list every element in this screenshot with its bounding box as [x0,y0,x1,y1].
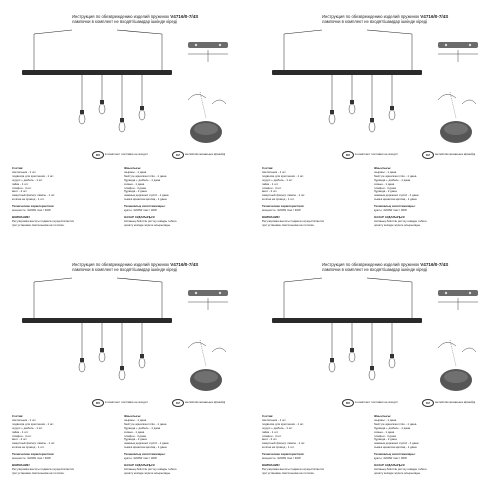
ru-line: Регулировка высоты подвеса осуществляется [12,219,74,223]
ru-line: винт - 2 шт. [12,190,28,194]
header-line1: Инструкция по обезвреждению изделий пружинок [72,14,170,19]
kz-line: сымға арналған қалпақ - 1 дана [124,198,167,202]
kz-line: бекітуге арналған ілгіш - 1 дана [124,422,167,426]
kz-line: бұранда - 2 дана [124,190,147,194]
kz-text-column [374,412,474,476]
kz-warning-title: НАЗАР АУДАРЫҢЫЗ! [124,215,156,219]
ru-line: винт - 2 шт. [262,438,278,442]
ru-line: колпак на провод - 1 шт. [262,446,295,450]
ru-line: при установке светильника на потолке. [12,471,65,475]
ru-text-column [262,412,362,476]
ru-title: Технические характеристики: [262,453,305,457]
ru-line: гайка - 1 шт. [262,182,279,186]
lamp-illustration [12,28,232,148]
kz-line: бекітуге арналған ілгіш - 1 дана [124,174,167,178]
ru-line: шуруп + дюбель - 1 шт. [12,426,43,430]
ru-note: в комплект поставки не входят [355,400,398,404]
kz-badge: KZ [422,399,434,407]
ru-line: гайка - 1 шт. [262,430,279,434]
ru-line: подвеска для крепления - 1 шт. [262,422,305,426]
ru-note: в комплект поставки не входят [105,152,148,156]
kz-line: плафон - 4 дана [124,186,146,190]
ru-title: Состав: [262,167,274,170]
kz-line: қуаты: 4x60W max / 40W [124,457,157,461]
kz-line: бұранда + дюбель - 1 дана [374,178,411,182]
ru-line: Регулировка высоты подвеса осуществляется [262,219,324,223]
lamp-illustration [262,28,482,148]
header-line2: лампочки в комплект не входят/шамдар ішкінде кіреді [72,267,178,273]
ru-line: шуруп + дюбель - 1 шт. [262,178,293,182]
kz-line: шырағы - 1 дана [124,170,147,174]
sheet-header [72,14,242,24]
kz-warning-title: НАЗАР АУДАРЫҢЫЗ! [374,215,406,219]
kz-line: шырағы - 1 дана [374,170,397,174]
ru-line: защитный фильтр лампы - 1 шт. [262,194,306,198]
kz-line: қуаты: 4x60W max / 40W [124,209,157,213]
ru-line: защитный фильтр лампы - 1 шт. [12,442,56,446]
sheet-header [322,14,492,24]
kz-line: қуаты: 4x60W max / 40W [374,457,407,461]
ru-warning-title: ВНИМАНИЕ! [12,463,30,467]
ru-warning-title: ВНИМАНИЕ! [12,215,30,219]
kz-note: жеткізілім жинағына кірмейді [185,400,226,404]
kz-line: Аспаның биіктігін реттеу шамды төбеге [124,467,177,471]
kz-title: Жиынтығы: [124,167,142,170]
ru-line: гайка - 1 шт. [12,182,29,186]
kz-line: бұранда - 2 дана [124,438,147,442]
kz-line: плафон - 4 дана [374,186,396,190]
kz-line: бұранда + дюбель - 1 дана [374,426,411,430]
header-line1: Инструкция по обезвреждению изделий пружинок [322,262,420,267]
language-badges [262,151,482,159]
ru-line: Регулировка высоты подвеса осуществляется [12,467,74,471]
language-badges [262,399,482,407]
ru-line: колпак на провод - 1 шт. [262,198,295,202]
model-id: V4716/0-7/4S [420,14,449,19]
kz-line: Аспаның биіктігін реттеу шамды төбеге [374,219,427,223]
ru-line: светильник - 1 шт. [12,170,37,174]
kz-line: шамның қорғаныс сүзгісі - 1 дана [124,194,169,198]
ru-line: мощность: 4x60W max / 40W [262,457,301,461]
kz-line: сымға арналған қалпақ - 1 дана [374,198,417,202]
ru-line: гайка - 1 шт. [12,430,29,434]
kz-line: орнату кезінде жүзеге асырылады. [124,223,171,227]
kz-line: сымға арналған қалпақ - 1 дана [124,446,167,450]
instruction-sheet [262,262,482,492]
kz-line: бұранда - 2 дана [374,190,397,194]
ru-title: Технические характеристики: [12,205,55,209]
sheet-header [322,262,492,272]
model-id: V4716/0-7/4S [420,262,449,267]
ru-badge: RU [92,399,104,407]
ru-note: в комплект поставки не входят [105,400,148,404]
ru-line: винт - 2 шт. [262,190,278,194]
ru-warning-title: ВНИМАНИЕ! [262,463,280,467]
ru-line: колпак на провод - 1 шт. [12,198,45,202]
ru-line: мощность: 4x60W max / 40W [12,209,51,213]
kz-title: Техникалық сипаттамалары: [374,453,416,457]
ru-line: подвеска для крепления - 1 шт. [262,174,305,178]
ru-text-column [262,164,362,228]
kz-warning-title: НАЗАР АУДАРЫҢЫЗ! [374,463,406,467]
kz-line: сомын - 1 дана [374,430,395,434]
model-id: V4716/0-7/4S [170,262,199,267]
kz-line: сомын - 1 дана [374,182,395,186]
ru-badge: RU [342,399,354,407]
kz-line: сомын - 1 дана [124,430,145,434]
ru-text-column [12,164,112,228]
instruction-sheet [262,14,482,244]
kz-title: Техникалық сипаттамалары: [124,453,166,457]
kz-badge: KZ [172,399,184,407]
kz-line: бұранда - 2 дана [374,438,397,442]
kz-line: плафон - 4 дана [124,434,146,438]
kz-line: орнату кезінде жүзеге асырылады. [374,471,421,475]
ru-line: шуруп + дюбель - 1 шт. [262,426,293,430]
ru-line: подвеска для крепления - 1 шт. [12,174,55,178]
ru-title: Состав: [12,415,24,418]
kz-title: Техникалық сипаттамалары: [124,205,166,209]
kz-badge: KZ [422,151,434,159]
ru-line: подвеска для крепления - 1 шт. [12,422,55,426]
kz-line: қуаты: 4x60W max / 40W [374,209,407,213]
header-line1: Инструкция по обезвреждению изделий пружинок [72,262,170,267]
kz-line: плафон - 4 дана [374,434,396,438]
ru-line: винт - 2 шт. [12,438,28,442]
header-line1: Инструкция по обезвреждению изделий пружинок [322,14,420,19]
kz-line: бекітуге арналған ілгіш - 1 дана [374,422,417,426]
ru-badge: RU [342,151,354,159]
kz-warning-title: НАЗАР АУДАРЫҢЫЗ! [124,463,156,467]
kz-line: бұранда + дюбель - 1 дана [124,426,161,430]
kz-line: Аспаның биіктігін реттеу шамды төбеге [124,219,177,223]
lamp-illustration [262,276,482,396]
ru-text-column [12,412,112,476]
ru-line: шуруп + дюбель - 1 шт. [12,178,43,182]
ru-title: Состав: [262,415,274,418]
kz-title: Жиынтығы: [374,167,392,170]
kz-text-column [124,164,224,228]
kz-line: шырағы - 1 дана [374,418,397,422]
kz-line: сымға арналған қалпақ - 1 дана [374,446,417,450]
ru-line: плафон - 4 шт. [262,186,282,190]
ru-line: мощность: 4x60W max / 40W [262,209,301,213]
kz-line: бекітуге арналған ілгіш - 1 дана [374,174,417,178]
ru-line: светильник - 1 шт. [262,170,287,174]
kz-line: шамның қорғаныс сүзгісі - 1 дана [124,442,169,446]
ru-title: Состав: [12,167,24,170]
ru-badge: RU [92,151,104,159]
ru-line: колпак на провод - 1 шт. [12,446,45,450]
kz-title: Техникалық сипаттамалары: [374,205,416,209]
lamp-illustration [12,276,232,396]
ru-line: при установке светильника на потолке. [262,223,315,227]
kz-line: шамның қорғаныс сүзгісі - 1 дана [374,442,419,446]
ru-line: при установке светильника на потолке. [12,223,65,227]
sheet-header [72,262,242,272]
kz-line: орнату кезінде жүзеге асырылады. [124,471,171,475]
model-id: V4716/0-7/4S [170,14,199,19]
kz-note: жеткізілім жинағына кірмейді [435,400,476,404]
ru-title: Технические характеристики: [12,453,55,457]
language-badges [12,151,232,159]
kz-badge: KZ [172,151,184,159]
kz-text-column [124,412,224,476]
kz-text-column [374,164,474,228]
ru-line: при установке светильника на потолке. [262,471,315,475]
ru-line: светильник - 1 шт. [262,418,287,422]
ru-line: светильник - 1 шт. [12,418,37,422]
kz-line: шырағы - 1 дана [124,418,147,422]
kz-line: Аспаның биіктігін реттеу шамды төбеге [374,467,427,471]
ru-line: плафон - 4 шт. [262,434,282,438]
ru-title: Технические характеристики: [262,205,305,209]
kz-title: Жиынтығы: [374,415,392,418]
kz-title: Жиынтығы: [124,415,142,418]
kz-line: бұранда + дюбель - 1 дана [124,178,161,182]
ru-line: защитный фильтр лампы - 1 шт. [12,194,56,198]
ru-note: в комплект поставки не входят [355,152,398,156]
instruction-sheet [12,262,232,492]
kz-line: орнату кезінде жүзеге асырылады. [374,223,421,227]
header-line2: лампочки в комплект не входят/шамдар ішкінде кіреді [322,267,428,273]
header-line2: лампочки в комплект не входят/шамдар ішкінде кіреді [322,19,428,25]
instruction-sheet [12,14,232,244]
kz-line: шамның қорғаныс сүзгісі - 1 дана [374,194,419,198]
ru-warning-title: ВНИМАНИЕ! [262,215,280,219]
kz-note: жеткізілім жинағына кірмейді [185,152,226,156]
header-line2: лампочки в комплект не входят/шамдар ішкінде кіреді [72,19,178,25]
kz-line: сомын - 1 дана [124,182,145,186]
ru-line: защитный фильтр лампы - 1 шт. [262,442,306,446]
ru-line: мощность: 4x60W max / 40W [12,457,51,461]
ru-line: плафон - 4 шт. [12,434,32,438]
ru-line: Регулировка высоты подвеса осуществляется [262,467,324,471]
kz-note: жеткізілім жинағына кірмейді [435,152,476,156]
ru-line: плафон - 4 шт. [12,186,32,190]
language-badges [12,399,232,407]
